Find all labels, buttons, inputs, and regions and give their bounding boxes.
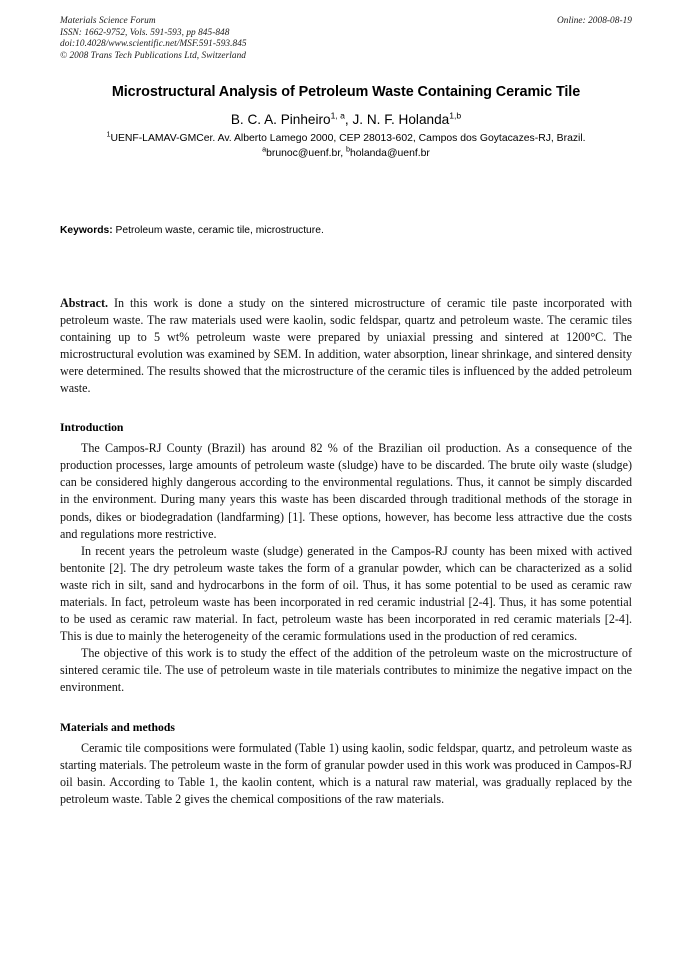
email-marker-a: a: [262, 144, 267, 154]
keywords-label: Keywords:: [60, 224, 113, 236]
journal-masthead: [60, 16, 632, 62]
author-name-1: B. C. A. Pinheiro: [230, 112, 331, 128]
keywords-value: Petroleum waste, ceramic tile, microstructure.: [112, 224, 324, 236]
author-emails: [60, 144, 632, 162]
issn-volume-pages: ISSN: 1662-9752, Vols. 591-593, pp 845-848: [60, 27, 230, 38]
page-title: Microstructural Analysis of Petroleum Waste Containing Ceramic Tile: [111, 84, 581, 101]
abstract-paragraph: [60, 295, 632, 398]
abstract-label: Abstract.: [60, 295, 109, 310]
paragraph: In recent years the petroleum waste (sludge) generated in the Campos-RJ county has been mixed with actived bentonite [2]. The dry petroleum waste takes the form of a granular powder, which can be characterized as a solid waste rich in silt, sand and hydrocarbons in the form of oil. Thus, it has some potential to be used as ceramic raw materials. In fact, petroleum waste has been incorporated in red ceramic industrial [2-4]. Thus, it has some potential to be used as ceramic raw material. In fact, petroleum waste has been incorporated in red ceramic materials [2-4]. This is due to mainly the heterogeneity of the ceramic formulations used in the production of red ceramics.: [60, 543, 632, 644]
email-marker-b: b: [345, 144, 350, 154]
email-address-2[interactable]: holanda@uenf.br: [349, 147, 430, 159]
email-address-1[interactable]: brunoc@uenf.br: [266, 147, 341, 159]
affiliation-marker: 1: [106, 129, 111, 139]
journal-name: Materials Science Forum: [60, 16, 156, 26]
section-heading-materials-and-methods: Materials and methods: [60, 720, 175, 734]
online-publication-date: Online: 2008-08-19: [556, 16, 632, 26]
author-list: [60, 110, 632, 129]
paragraph: The objective of this work is to study the effect of the addition of the petroleum waste on the microstructure of sintered ceramic tile. The use of petroleum waste in tile materials contributes to minimize the negative impact on the environment.: [60, 646, 632, 695]
section-heading-introduction: Introduction: [60, 421, 124, 435]
paragraph: The Campos-RJ County (Brazil) has around 82 % of the Brazilian oil production. As a consequence of the production processes, large amounts of petroleum waste (sludge) have to be discarded. The brute oily waste (sludge) can be considered highly dangerous according to the environmental regulations. Thus, it cannot be simply discarded in the environment. During many years this waste has been discarded through traditional methods of the storage in ponds, dikes or biodegradation (landfarming) [1]. These options, however, has become less attractive due the costs and regulations more restrictive.: [60, 441, 632, 541]
author-affiliation-marker-2: 1,b: [449, 110, 462, 121]
keywords-line: [60, 224, 632, 238]
doi-line: doi:10.4028/www.scientific.net/MSF.591-593.845: [60, 39, 247, 50]
email-separator: ,: [340, 147, 346, 159]
abstract-text: In this work is done a study on the sintered microstructure of ceramic tile paste incorporated with petroleum waste. The raw materials used were kaolin, sodic feldspar, quartz and petroleum waste. The ceramic tiles containing up to 5 wt% petroleum waste were prepared by uniaxial pressing and sintered at 1200°C. The microstructural evolution was examined by SEM. In addition, water absorption, linear shrinkage, and sintered density were determined. The results showed that the microstructure of the ceramic tiles is influenced by the added petroleum waste.: [60, 295, 632, 396]
author-separator: ,: [344, 112, 353, 128]
title-block: [60, 83, 632, 161]
author-name-2: J. N. F. Holanda: [352, 112, 450, 128]
copyright-line: © 2008 Trans Tech Publications Ltd, Switzerland: [60, 50, 246, 61]
affiliation-text: UENF-LAMAV-GMCer. Av. Alberto Lamego 2000, CEP 28013-602, Campos dos Goytacazes-RJ, Brazil.: [110, 133, 586, 145]
author-affiliation-marker-1: 1, a: [330, 110, 345, 121]
paragraph: Ceramic tile compositions were formulated (Table 1) using kaolin, sodic feldspar, quartz, and petroleum waste as starting materials. The petroleum waste in the form of granular powder used in this work was produced in Campos-RJ oil basin. According to Table 1, the kaolin content, which is a natural raw material, was gradually replaced by the petroleum waste. Table 2 gives the chemical compositions of the raw materials.: [60, 740, 632, 806]
